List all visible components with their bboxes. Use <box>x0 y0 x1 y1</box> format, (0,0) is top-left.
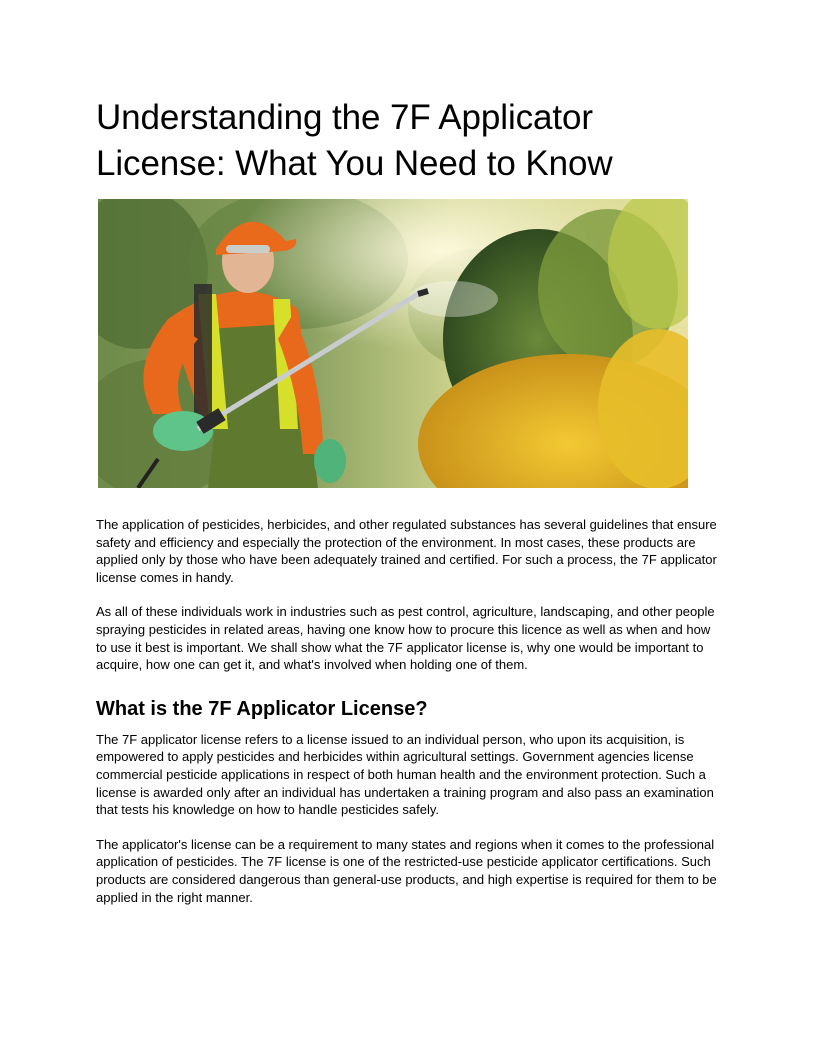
section-paragraph: The 7F applicator license refers to a license issued to an individual person, who upon its acquisition, is empowered to apply pesticides and herbicides within agricultural settings. Government agencies license commercial pesticide applications in respect of both human health and the environment protection. Such a license is awarded only after an individual has undertaken a training program and also pass an examination that tests his knowledge on how to handle pesticides safely. <box>96 731 714 818</box>
intro-paragraph: As all of these individuals work in industries such as pest control, agriculture, landscaping, and other people spraying pesticides in related areas, having one know how to procure this licence as well as when and how to use it best is important. We shall show what the 7F applicator license is, why one would be important to acquire, how one can get it, and what's involved when holding one of them. <box>96 604 715 673</box>
intro-paragraph: The application of pesticides, herbicides, and other regulated substances has several guidelines that ensure safety and efficiency and especially the protection of the environment. In most cases, these products are applied only by those who have been adequately trained and certified. For such a process, the 7F applicator license comes in handy. <box>96 517 717 585</box>
hero-image <box>98 199 688 488</box>
document-page <box>96 95 720 906</box>
section-heading: What is the 7F Applicator License? <box>96 697 428 720</box>
article-title: Understanding the 7F Applicator License: What You Need to Know <box>96 98 613 183</box>
pesticide-sprayer-worker-photo <box>98 199 688 488</box>
section-paragraph: The applicator's license can be a requirement to many states and regions when it comes to the professional application of pesticides. The 7F license is one of the restricted-use pesticide applicator certifications. Such products are considered dangerous than general-use products, and high expertise is required for them to be applied in the right manner. <box>96 836 717 905</box>
